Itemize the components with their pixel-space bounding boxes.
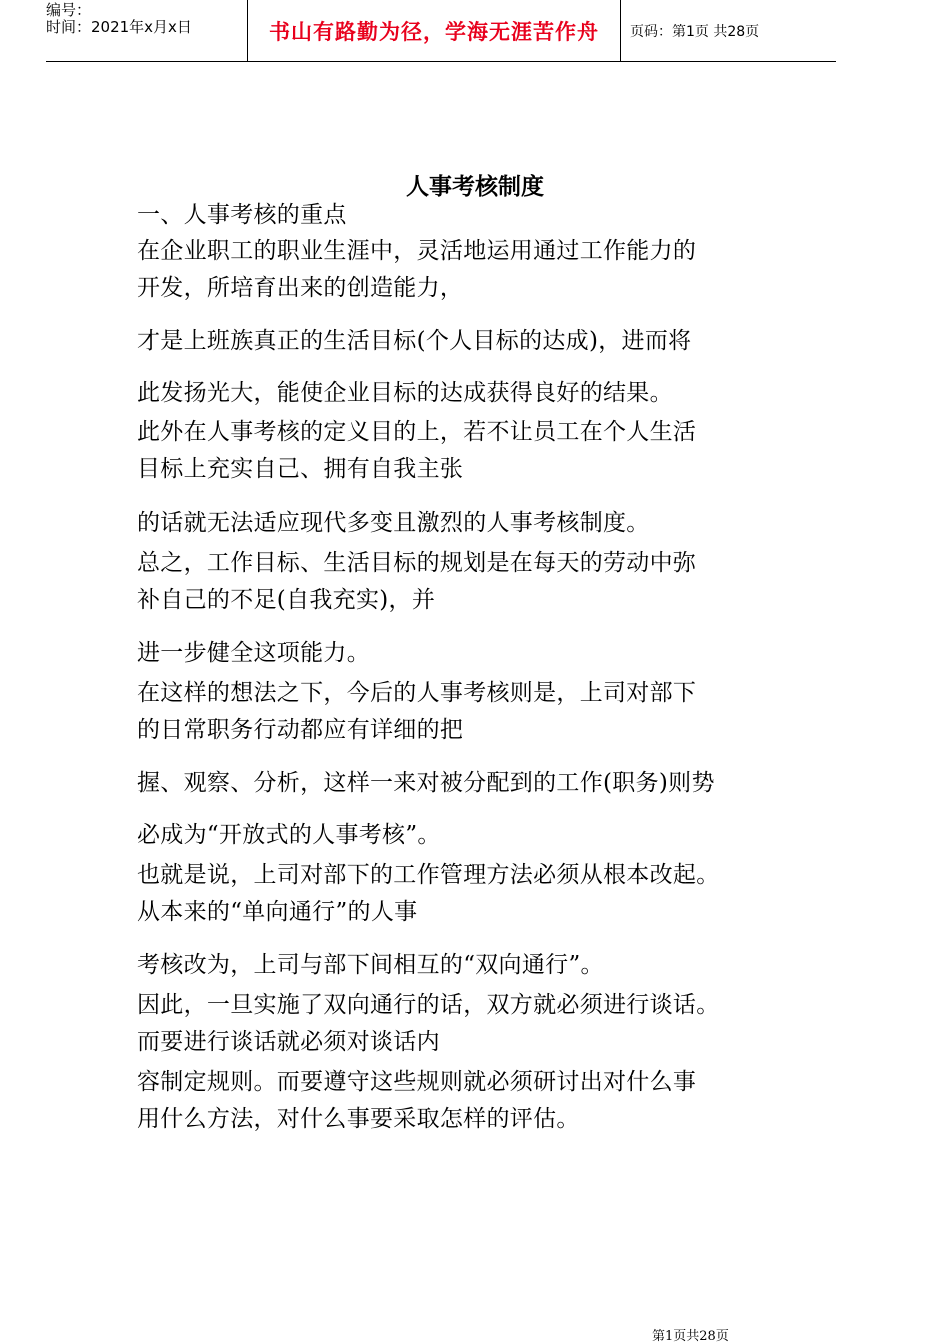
document-number-label: 编号： [46,1,92,19]
body-line: 在这样的想法之下，今后的人事考核则是，上司对部下 [137,680,697,706]
body-line: 容制定规则。而要遵守这些规则就必须研讨出对什么事 [137,1069,697,1095]
body-line: 从本来的“单向通行”的人事 [137,899,418,925]
header-meta [46,0,247,63]
page-header [46,0,836,62]
page-footer: 第1页共28页 [652,1329,729,1344]
body-line: 开发，所培育出来的创造能力， [137,275,464,301]
body-line: 总之，工作目标、生活目标的规划是在每天的劳动中弥 [137,550,697,576]
body-line: 此外在人事考核的定义目的上，若不让员工在个人生活 [137,419,697,445]
body-line: 此发扬光大，能使企业目标的达成获得良好的结果。 [137,380,673,406]
body-line: 的话就无法适应现代多变且激烈的人事考核制度。 [137,510,650,536]
header-motto: 书山有路勤为径，学海无涯苦作舟 [247,0,621,61]
body-line: 进一步健全这项能力。 [137,640,370,666]
body-line: 必成为“开放式的人事考核”。 [137,822,441,848]
body-line: 目标上充实自己、拥有自我主张 [137,456,464,482]
body-line: 才是上班族真正的生活目标(个人目标的达成)，进而将 [137,328,692,354]
body-line: 因此，一旦实施了双向通行的话，双方就必须进行谈话。 [137,992,720,1018]
body-line: 补自己的不足(自我充实)，并 [137,587,436,613]
document-date-label: 时间：2021年x月x日 [46,18,192,36]
body-line: 在企业职工的职业生涯中，灵活地运用通过工作能力的 [137,238,697,264]
body-line: 考核改为，上司与部下间相互的“双向通行”。 [137,952,604,978]
body-line: 用什么方法，对什么事要采取怎样的评估。 [137,1106,580,1132]
body-line: 握、观察、分析，这样一来对被分配到的工作(职务)则势 [137,770,715,796]
body-line: 的日常职务行动都应有详细的把 [137,717,464,743]
header-page-info: 页码：第1页 共28页 [630,23,760,40]
body-line: 一、人事考核的重点 [137,202,347,228]
body-line: 而要进行谈话就必须对谈话内 [137,1029,440,1055]
body-line: 也就是说，上司对部下的工作管理方法必须从根本改起。 [137,862,720,888]
document-title: 人事考核制度 [406,174,544,200]
